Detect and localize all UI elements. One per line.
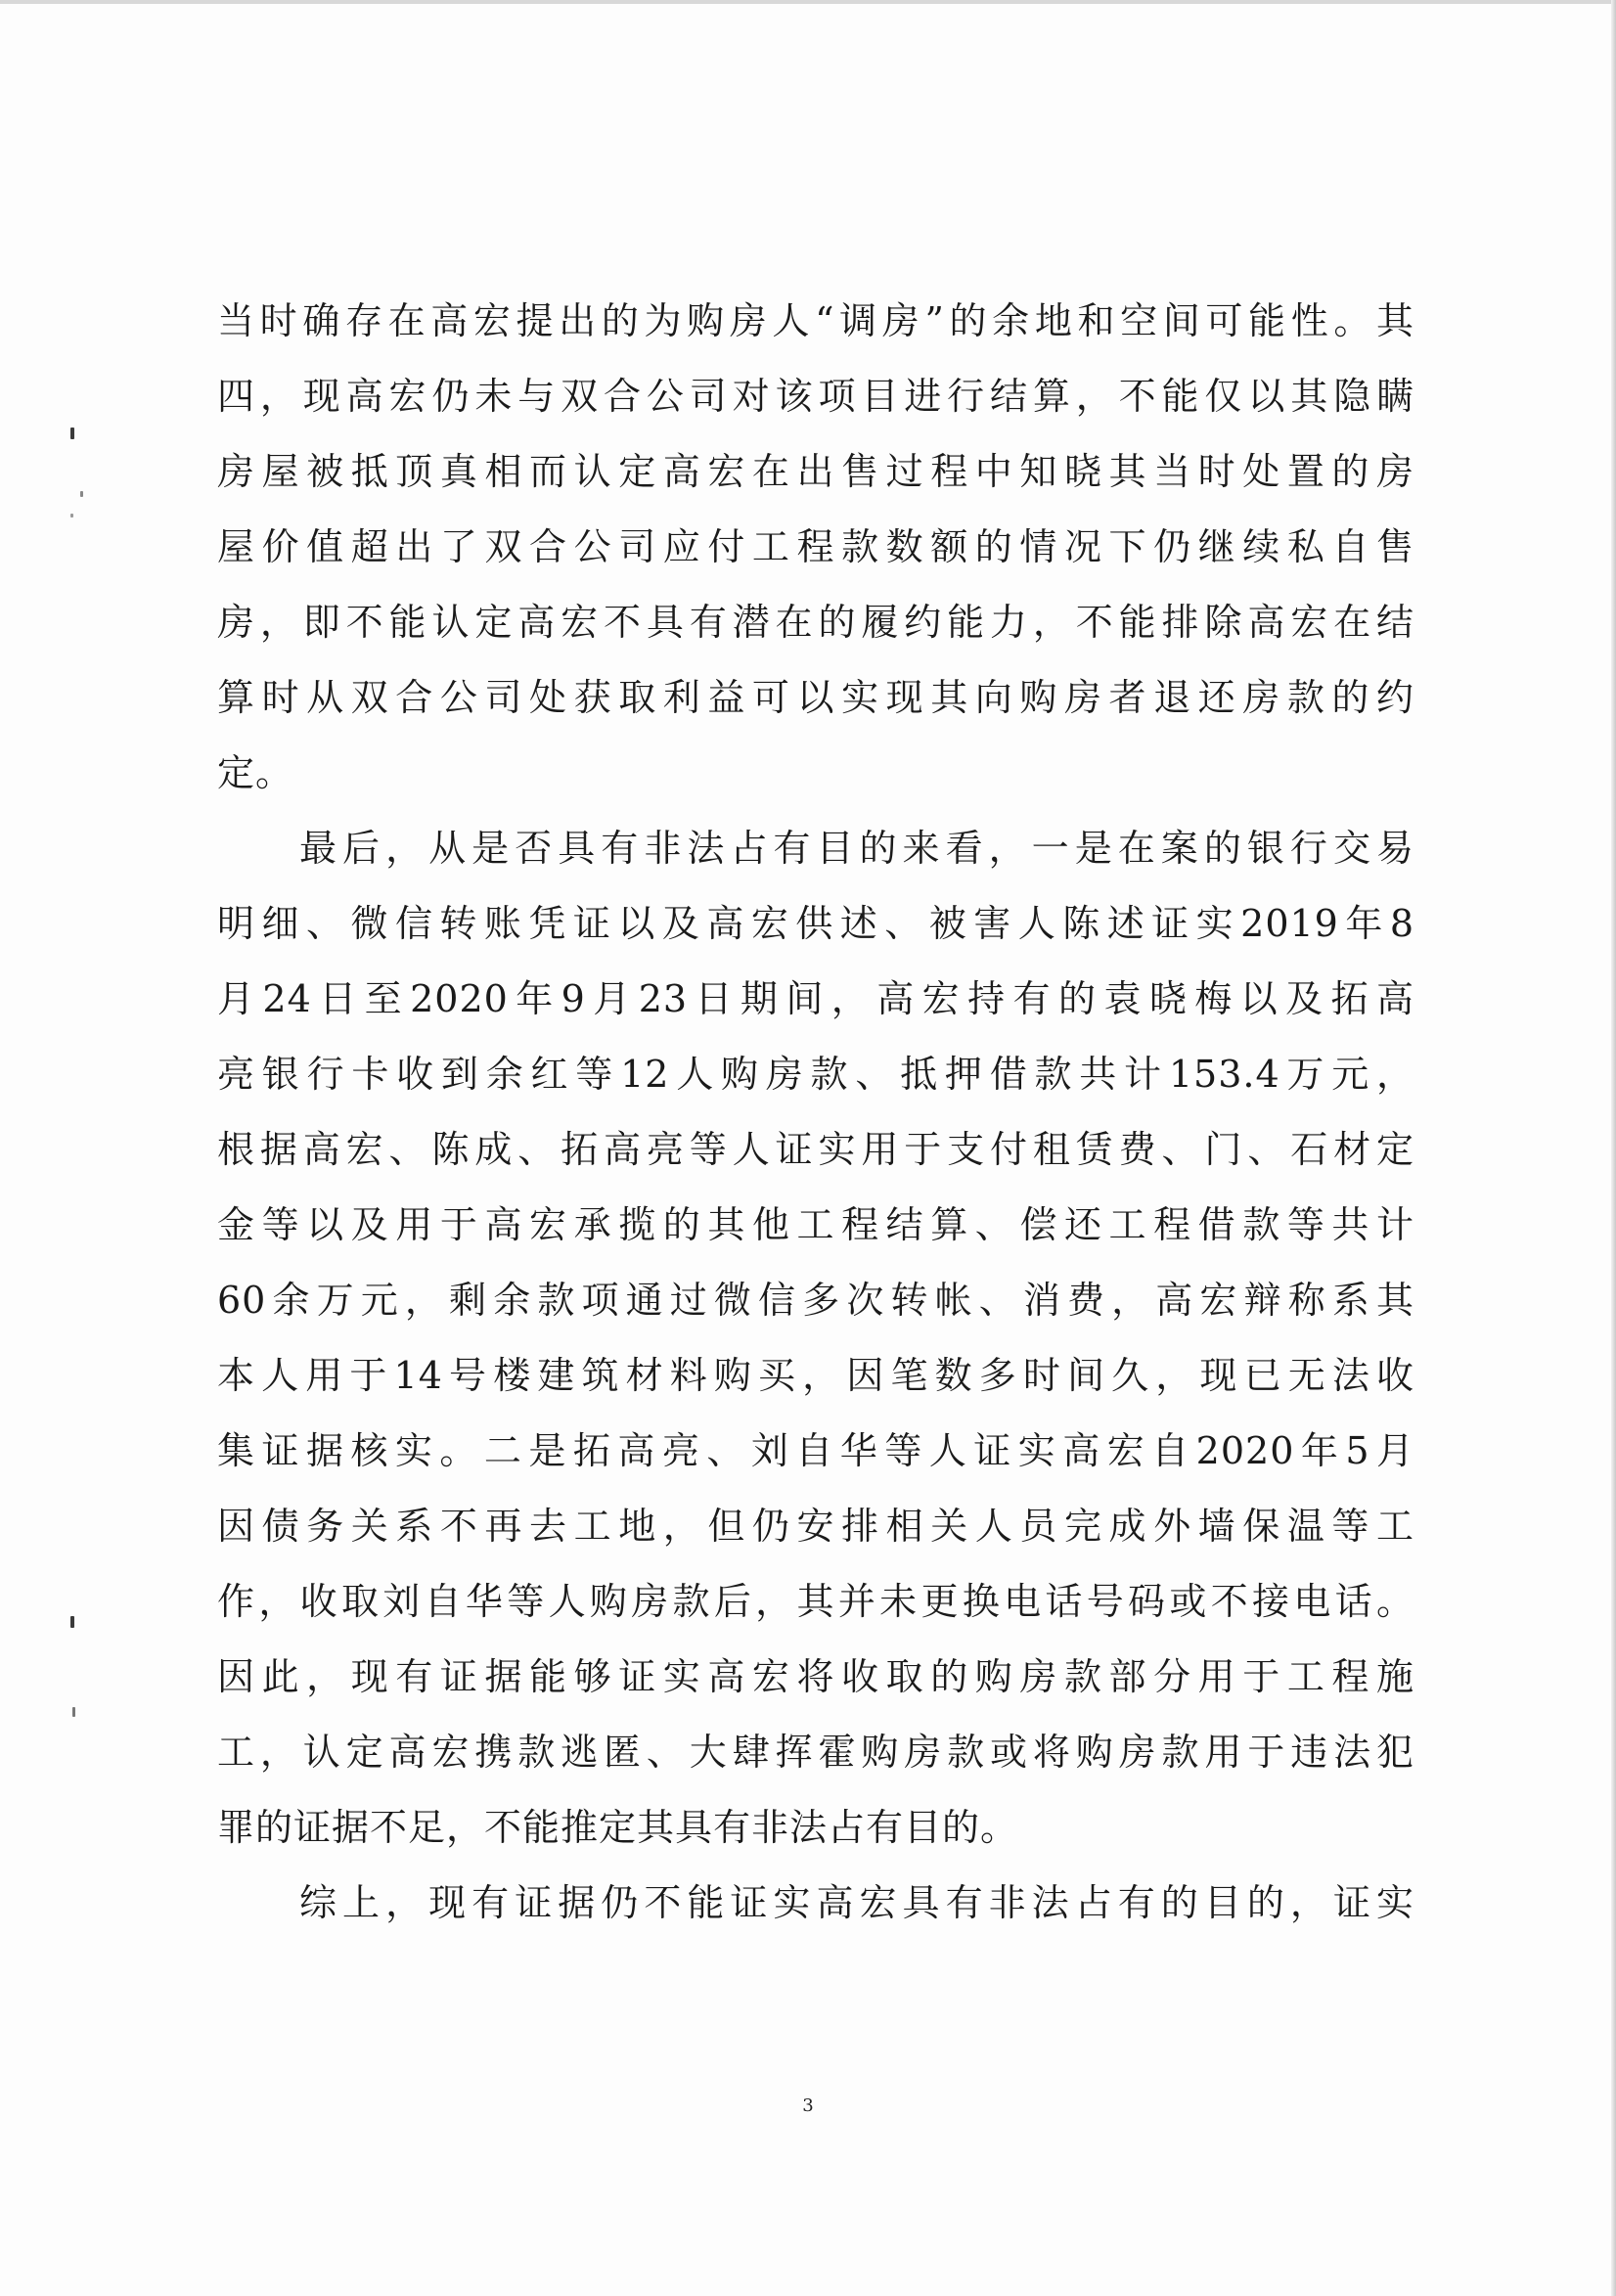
text-line: 60余万元，剩余款项通过微信多次转帐、消费，高宏辩称系其 — [217, 1279, 1414, 1322]
text-line: 当时确存在高宏提出的为购房人“调房”的余地和空间可能性。其 — [217, 299, 1414, 342]
text-line: 屋价值超出了双合公司应付工程款数额的情况下仍继续私自售 — [217, 525, 1414, 568]
scan-mark — [80, 491, 83, 497]
text-line: 月24日至2020年9月23日期间，高宏持有的袁晓梅以及拓高 — [217, 977, 1414, 1020]
scan-mark — [70, 514, 73, 518]
paragraph-start-line: 最后，从是否具有非法占有目的来看，一是在案的银行交易 — [299, 827, 1414, 870]
page-number: 3 — [802, 2095, 814, 2116]
text-line: 定。 — [217, 751, 294, 794]
text-line: 亮银行卡收到余红等12人购房款、抵押借款共计153.4万元， — [217, 1053, 1414, 1096]
scan-edge-right — [1611, 0, 1616, 2296]
text-line: 根据高宏、陈成、拓高亮等人证实用于支付租赁费、门、石材定 — [217, 1128, 1414, 1171]
scan-mark — [70, 1616, 74, 1628]
text-line: 作，收取刘自华等人购房款后，其并未更换电话号码或不接电话。 — [217, 1580, 1414, 1623]
text-line: 明细、微信转账凭证以及高宏供述、被害人陈述证实2019年8 — [217, 902, 1414, 945]
text-line: 因此，现有证据能够证实高宏将收取的购房款部分用于工程施 — [217, 1655, 1414, 1698]
body-text — [217, 284, 1414, 1941]
scan-mark — [72, 1707, 75, 1717]
text-line: 金等以及用于高宏承揽的其他工程结算、偿还工程借款等共计 — [217, 1203, 1414, 1246]
text-line: 罪的证据不足，不能推定其具有非法占有目的。 — [217, 1806, 1019, 1849]
text-line: 房屋被抵顶真相而认定高宏在出售过程中知晓其当时处置的房 — [217, 450, 1414, 493]
text-line: 四，现高宏仍未与双合公司对该项目进行结算，不能仅以其隐瞒 — [217, 375, 1414, 418]
scan-edge-top — [0, 0, 1616, 4]
text-line: 集证据核实。二是拓高亮、刘自华等人证实高宏自2020年5月 — [217, 1429, 1414, 1472]
text-line: 本人用于14号楼建筑材料购买，因笔数多时间久，现已无法收 — [217, 1354, 1414, 1397]
text-line: 工，认定高宏携款逃匿、大肆挥霍购房款或将购房款用于违法犯 — [217, 1731, 1414, 1774]
scan-mark — [70, 428, 74, 439]
paragraph-start-line: 综上，现有证据仍不能证实高宏具有非法占有的目的，证实 — [299, 1881, 1414, 1924]
text-line: 因债务关系不再去工地，但仍安排相关人员完成外墙保温等工 — [217, 1505, 1414, 1548]
text-line: 算时从双合公司处获取利益可以实现其向购房者退还房款的约 — [217, 676, 1414, 719]
text-line: 房，即不能认定高宏不具有潜在的履约能力，不能排除高宏在结 — [217, 601, 1414, 644]
